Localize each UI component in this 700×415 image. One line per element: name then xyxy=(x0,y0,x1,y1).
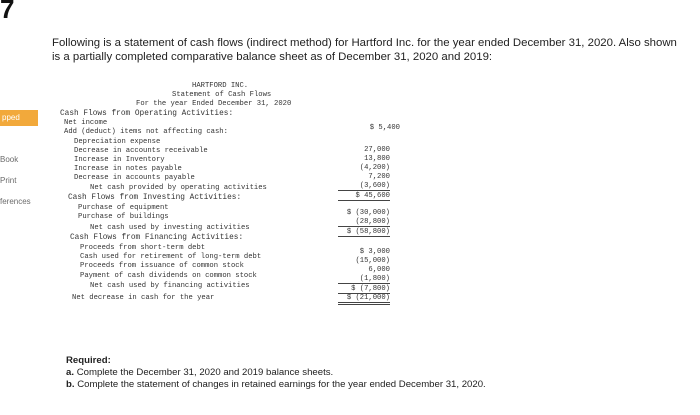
section-investing: Cash Flows from Investing Activities: xyxy=(68,194,242,202)
sidebar xyxy=(0,0,42,415)
section-operating: Cash Flows from Operating Activities: xyxy=(60,110,234,118)
required-item-b xyxy=(66,379,686,391)
statement-period: For the year Ended December 31, 2020 xyxy=(136,100,292,108)
amount-net-operating: $ 45,600 xyxy=(338,192,390,201)
required-item-b-letter: b. xyxy=(66,379,75,390)
row-purchase-equipment: Purchase of equipment xyxy=(78,204,169,212)
row-net-decrease: Net decrease in cash for the year xyxy=(72,294,215,302)
amount-decrease-ar: 13,800 xyxy=(364,155,390,163)
required-item-b-text: Complete the statement of changes in retained earnings for the year ended December 31, 2020. xyxy=(77,379,486,390)
amount-purchase-equipment: $ (30,000) xyxy=(346,209,390,217)
row-issue-stock: Proceeds from issuance of common stock xyxy=(80,262,244,270)
row-add-deduct: Add (deduct) items not affecting cash: xyxy=(64,128,228,136)
required-item-a-letter: a. xyxy=(66,367,75,378)
row-short-term-debt: Proceeds from short-term debt xyxy=(80,244,206,252)
statement-title: Statement of Cash Flows xyxy=(172,91,272,99)
cash-flow-statement xyxy=(60,82,405,332)
row-decrease-ar: Decrease in accounts receivable xyxy=(74,147,208,155)
row-increase-notes: Increase in notes payable xyxy=(74,165,182,173)
sidebar-item-book[interactable]: Book xyxy=(0,155,19,164)
row-net-financing: Net cash used by financing activities xyxy=(90,282,250,290)
sidebar-item-active[interactable]: pped xyxy=(0,110,38,126)
row-increase-inventory: Increase in Inventory xyxy=(74,156,165,164)
intro-text: Following is a statement of cash flows (indirect method) for Hartford Inc. for the year ended December 31, 2020. Also shown is a partially completed comparative balance sheet as of December 31, 2020 and 2019: xyxy=(52,37,677,63)
sidebar-item-references[interactable]: ferences xyxy=(0,197,31,206)
required-item-a-text: Complete the December 31, 2020 and 2019 balance sheets. xyxy=(76,367,334,378)
amount-net-decrease: $ (21,000) xyxy=(338,294,390,305)
row-purchase-buildings: Purchase of buildings xyxy=(78,213,169,221)
amount-net-financing: $ (7,800) xyxy=(338,285,390,294)
amount-depreciation: 27,000 xyxy=(364,146,390,154)
amount-increase-inventory: (4,200) xyxy=(359,164,390,172)
amount-short-term-debt: $ 3,000 xyxy=(359,248,390,256)
required-section xyxy=(66,355,686,391)
section-financing: Cash Flows from Financing Activities: xyxy=(70,234,244,242)
row-retire-debt: Cash used for retirement of long-term debt xyxy=(80,253,262,261)
row-net-income: Net income xyxy=(64,119,108,127)
amount-purchase-buildings: (28,800) xyxy=(338,218,390,227)
required-item-a xyxy=(66,367,686,379)
row-depreciation: Depreciation expense xyxy=(74,138,161,146)
row-dividends: Payment of cash dividends on common stock xyxy=(80,272,257,280)
amount-net-investing: $ (58,800) xyxy=(338,228,390,237)
required-heading: Required: xyxy=(66,355,111,366)
sidebar-item-print[interactable]: Print xyxy=(0,176,17,185)
amount-dividends: (1,800) xyxy=(338,275,390,284)
company-name: HARTFORD INC. xyxy=(192,82,249,90)
row-net-investing: Net cash used by investing activities xyxy=(90,224,250,232)
amount-net-income: $ 5,400 xyxy=(369,124,400,132)
page-number: 7 xyxy=(0,0,15,24)
amount-decrease-ap: (3,600) xyxy=(338,182,390,191)
row-decrease-ap: Decrease in accounts payable xyxy=(74,174,195,182)
amount-issue-stock: 6,000 xyxy=(368,266,390,274)
row-net-operating: Net cash provided by operating activities xyxy=(90,184,267,192)
amount-retire-debt: (15,000) xyxy=(355,257,390,265)
amount-increase-notes: 7,200 xyxy=(368,173,390,181)
